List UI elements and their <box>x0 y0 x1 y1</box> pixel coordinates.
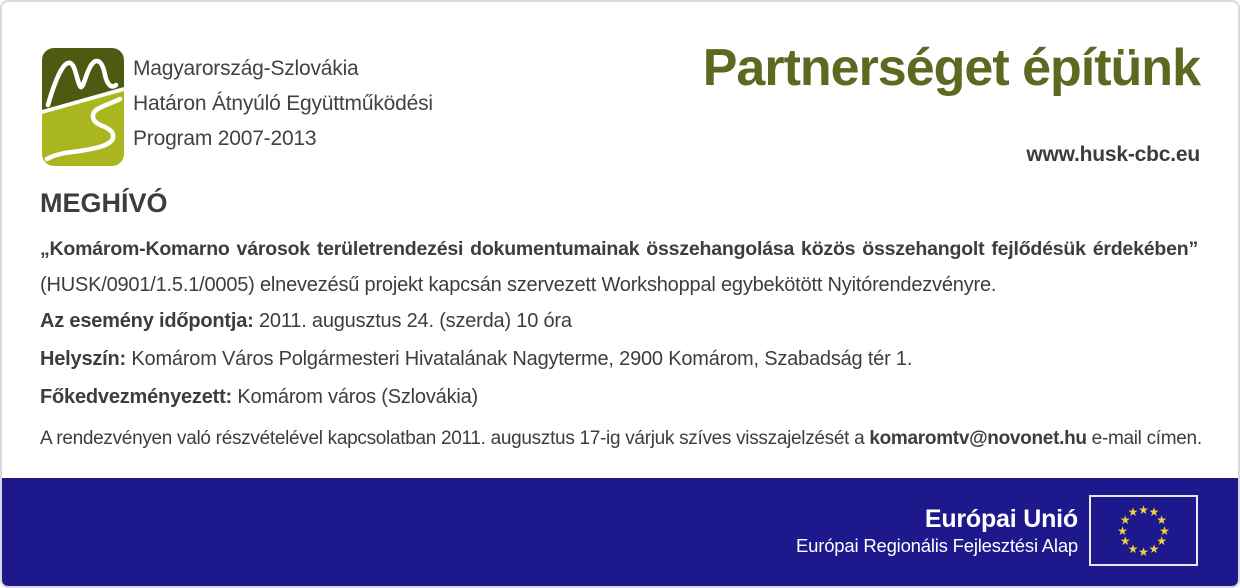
eu-star-icon: ★ <box>1117 523 1128 538</box>
eu-star-icon: ★ <box>1156 534 1168 548</box>
eu-star-icon: ★ <box>1119 534 1131 548</box>
project-description: (HUSK/0901/1.5.1/0005) elnevezésű projekt kapcsán szervezett Workshoppal egybekötött Nyitórendezvényre. <box>40 274 997 296</box>
eu-star-icon: ★ <box>1127 505 1139 520</box>
rsvp-email: komaromtv@novonet.hu <box>869 428 1087 449</box>
eu-star-icon: ★ <box>1127 541 1139 556</box>
eu-flag-stars <box>1091 497 1196 564</box>
eu-footer-band <box>2 478 1238 586</box>
program-name <box>133 51 433 156</box>
eu-star-icon: ★ <box>1148 541 1160 556</box>
beneficiary-value: Komárom város (Szlovákia) <box>237 386 479 408</box>
husk-program-logo-icon <box>42 48 124 166</box>
invitation-heading: MEGHÍVÓ <box>40 188 168 218</box>
eu-star-icon: ★ <box>1159 523 1170 538</box>
program-name-line-1: Magyarország-Szlovákia <box>133 57 359 80</box>
event-time-value: 2011. augusztus 24. (szerda) 10 óra <box>258 310 572 332</box>
program-name-line-2: Határon Átnyúló Együttműködési <box>133 92 433 115</box>
project-title: „Komárom-Komarno városok területrendezési dokumentumainak összehangolása közös összehangolt fejlődésük érdekében” <box>40 238 1198 260</box>
event-time-label: Az esemény időpontja: <box>40 310 254 332</box>
eu-star-icon: ★ <box>1119 513 1131 527</box>
program-name-line-3: Program 2007-2013 <box>133 127 317 150</box>
rsvp-text-before: A rendezvényen való részvételével kapcsolatban 2011. augusztus 17-ig várjuk szíves visszajelzését a <box>40 428 865 449</box>
event-time-row <box>40 310 1198 333</box>
erdf-label: Európai Regionális Fejlesztési Alap <box>796 535 1078 556</box>
rsvp-row <box>40 428 1202 450</box>
location-row <box>40 348 1198 371</box>
beneficiary-row <box>40 386 1198 409</box>
eu-star-icon: ★ <box>1148 505 1160 520</box>
program-slogan: Partnerséget építünk <box>702 39 1200 97</box>
eu-footer-text <box>796 504 1078 558</box>
program-website-url: www.husk-cbc.eu <box>1026 143 1200 166</box>
location-label: Helyszín: <box>40 348 127 370</box>
eu-star-icon: ★ <box>1156 513 1168 527</box>
eu-flag-icon <box>1089 495 1198 566</box>
eu-star-icon: ★ <box>1138 544 1149 559</box>
eu-union-label: Európai Unió <box>924 505 1078 533</box>
eu-star-icon: ★ <box>1138 502 1149 517</box>
beneficiary-label: Főkedvezményezett: <box>40 386 233 408</box>
location-value: Komárom Város Polgármesteri Hivatalának Nagyterme, 2900 Komárom, Szabadság tér 1. <box>131 348 913 370</box>
rsvp-text-after: e-mail címen. <box>1091 428 1202 449</box>
